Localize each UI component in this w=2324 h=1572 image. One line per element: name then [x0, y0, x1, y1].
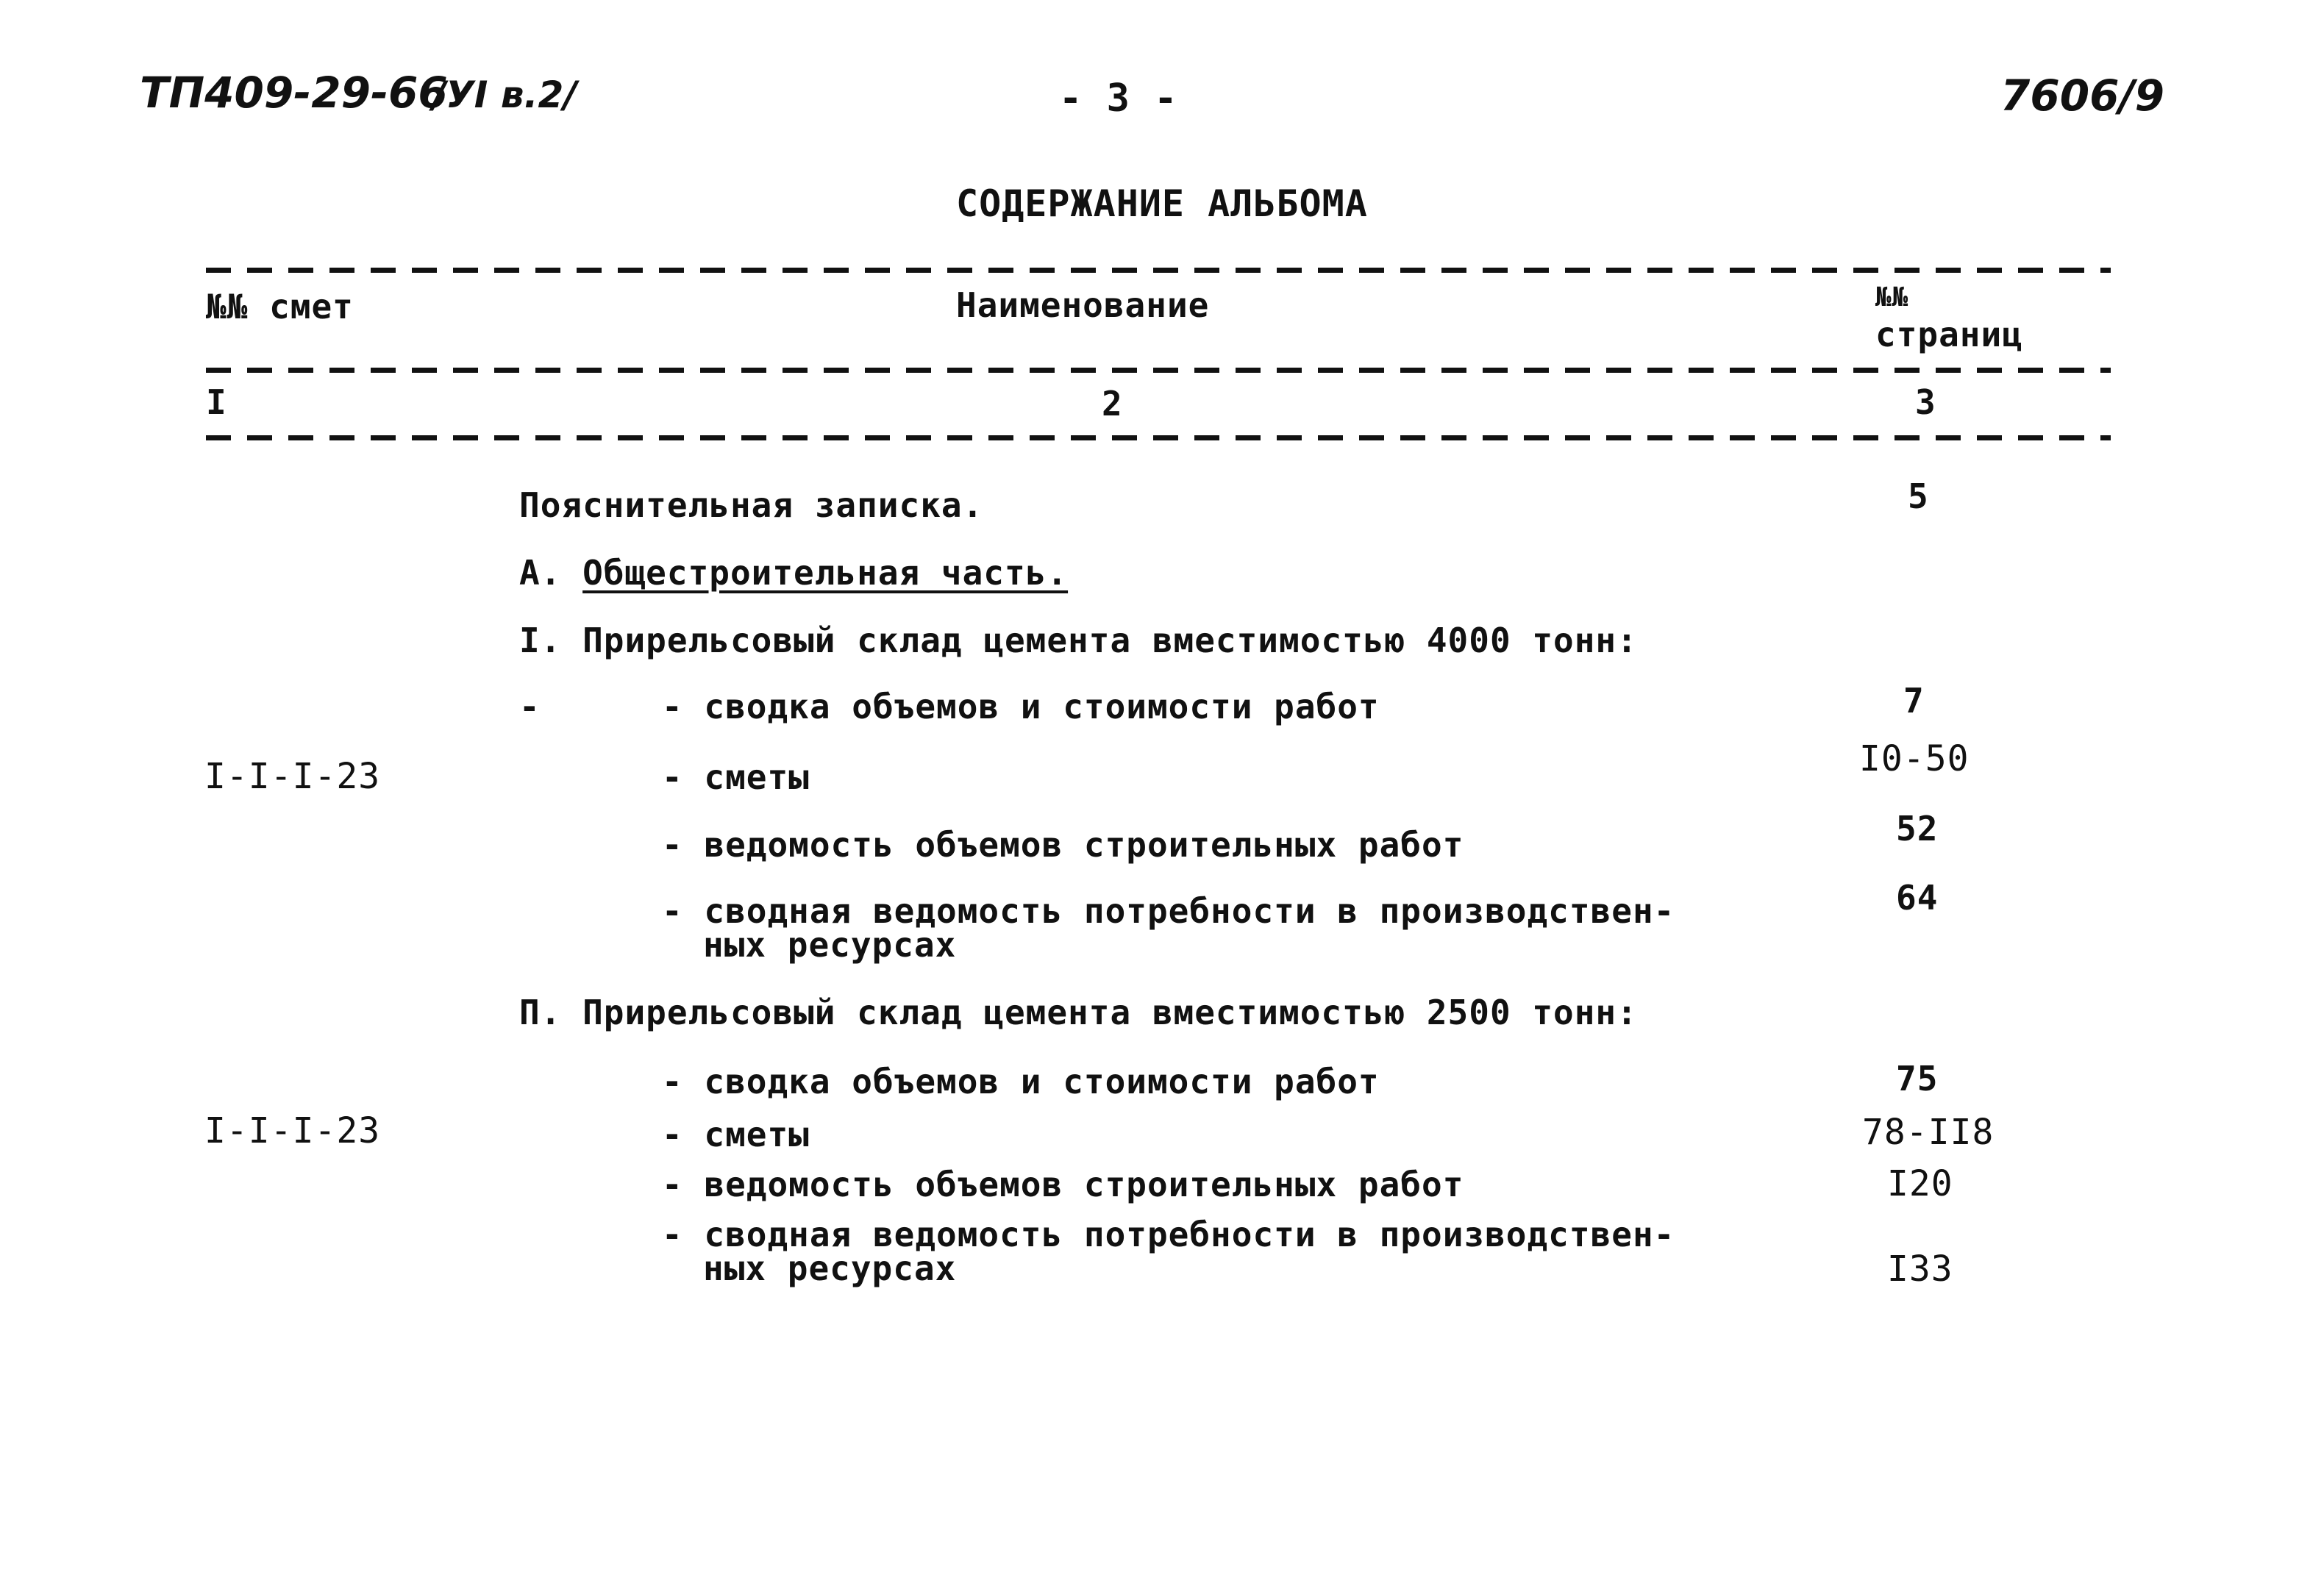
- list-item-page: 75: [1896, 1059, 1939, 1098]
- section-a-prefix: А.: [519, 553, 562, 593]
- explanatory-note: Пояснительная записка.: [519, 485, 984, 525]
- estimate-code: I-I-I-23: [204, 1110, 381, 1151]
- table-header-rule: [206, 368, 2111, 373]
- list-item: - сводная ведомость потребности в производствен-: [662, 891, 1675, 931]
- section-a: [519, 553, 1068, 593]
- column-header-name: Наименование: [956, 285, 1210, 325]
- part-2-title: П. Прирельсовый склад цемента вместимостью 2500 тонн:: [519, 993, 1638, 1032]
- column-header-pages: страниц: [1875, 315, 2023, 354]
- list-item: - ведомость объемов строительных работ: [662, 825, 1464, 865]
- section-a-title: Общестроительная часть.: [582, 553, 1069, 593]
- list-item: - сводка объемов и стоимости работ: [662, 1062, 1380, 1101]
- list-item: - сметы: [662, 757, 810, 797]
- document-volume: /УI в.2/: [432, 74, 577, 116]
- column-header-pages-mark: №№: [1875, 282, 1909, 312]
- list-item: - сводная ведомость потребности в производствен-: [662, 1215, 1675, 1254]
- document-code: ТП409-29-66: [140, 68, 448, 118]
- list-item-page: I33: [1887, 1248, 1953, 1290]
- page-title: СОДЕРЖАНИЕ АЛЬБОМА: [956, 182, 1368, 225]
- column-header-estimates: №№ смет: [206, 287, 354, 326]
- list-item: - сводка объемов и стоимости работ: [662, 687, 1380, 726]
- column-number-3: 3: [1915, 382, 1936, 422]
- list-item-page: 52: [1896, 809, 1939, 848]
- archive-number: 7606/9: [2000, 71, 2164, 121]
- column-number-2: 2: [1102, 384, 1123, 424]
- list-item-continuation: ных ресурсах: [703, 925, 957, 965]
- table-top-rule: [206, 268, 2111, 273]
- explanatory-note-page: 5: [1908, 476, 1929, 516]
- list-item-page: 7: [1903, 681, 1925, 721]
- list-item: - ведомость объемов строительных работ: [662, 1165, 1464, 1204]
- table-body-rule: [206, 435, 2111, 440]
- list-item-continuation: ных ресурсах: [703, 1248, 957, 1288]
- part-1-dash: -: [519, 687, 541, 726]
- column-number-1: I: [206, 382, 227, 422]
- estimate-code: I-I-I-23: [204, 756, 381, 797]
- list-item-page: 78-II8: [1862, 1112, 1995, 1153]
- part-1-title: I. Прирельсовый склад цемента вместимостью 4000 тонн:: [519, 621, 1638, 660]
- list-item-page: I0-50: [1859, 738, 1970, 779]
- page-number: - 3 -: [1059, 76, 1178, 121]
- list-item-page: I20: [1887, 1163, 1953, 1204]
- list-item: - сметы: [662, 1115, 810, 1154]
- list-item-page: 64: [1896, 878, 1939, 918]
